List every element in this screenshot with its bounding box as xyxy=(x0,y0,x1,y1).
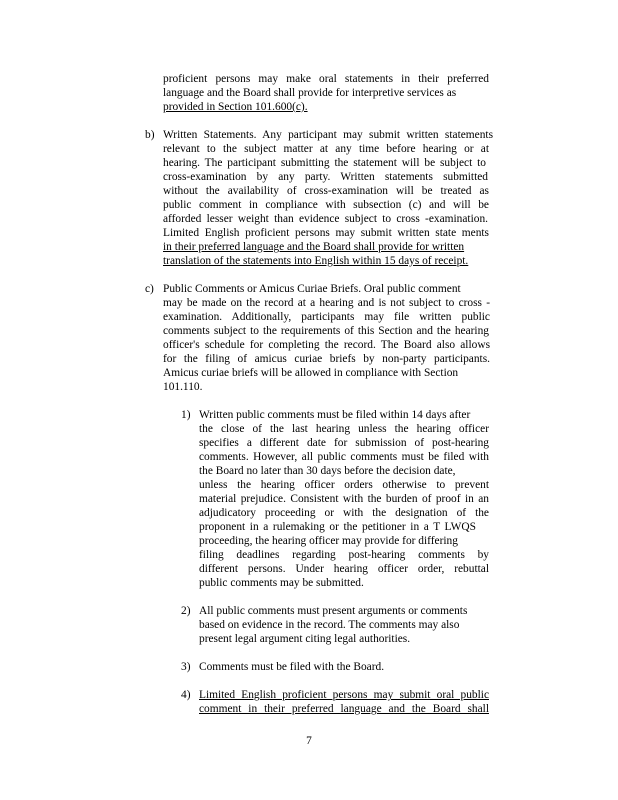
text-line: public comments may be submitted. xyxy=(199,577,364,589)
item-label: 1) xyxy=(181,409,191,421)
text-line: different persons. Under hearing officer order, rebuttal xyxy=(199,563,489,575)
page-number: 7 xyxy=(306,735,312,747)
text-line: hearing. The participant submitting the statement will be subject to xyxy=(163,157,486,169)
text-line: proponent in a rulemaking or the petitioner in a T LWQS xyxy=(199,521,476,533)
text-line: specifies a different date for submission of post-hearing xyxy=(199,437,489,449)
text-line: the close of the last hearing unless the hearing officer xyxy=(199,423,489,435)
text-line-underlined: provided in Section 101.600(c). xyxy=(163,101,308,113)
item-label: 3) xyxy=(181,661,191,673)
text-line: proficient persons may make oral statements in their preferred xyxy=(163,73,489,85)
text-line-underlined: in their preferred language and the Board shall provide for written xyxy=(163,241,465,253)
text-line: comments. However, all public comments must be filed with xyxy=(199,451,489,463)
text-line: proceeding, the hearing officer may provide for differing xyxy=(199,535,458,547)
text-line: without the availability of cross-examination will be treated as xyxy=(163,185,489,197)
text-line: Written public comments must be filed within 14 days after xyxy=(199,409,471,421)
text-line: for the filing of amicus curiae briefs by non-party participants. xyxy=(163,353,490,365)
text-line: comments subject to the requirements of this Section and the hearing xyxy=(163,325,489,337)
text-line: 101.110. xyxy=(163,381,203,393)
text-line: examination. Additionally, participants may file written public xyxy=(163,311,490,323)
section-label: b) xyxy=(145,129,155,141)
text-line: All public comments must present arguments or comments xyxy=(199,605,468,617)
text-line: officer's schedule for completing the record. The Board also allows xyxy=(163,339,490,351)
text-line: Comments must be filed with the Board. xyxy=(199,661,385,673)
item-label: 2) xyxy=(181,605,191,617)
text-line: the Board no later than 30 days before the decision date, xyxy=(199,465,456,477)
text-line-underlined: translation of the statements into English within 15 days of receipt. xyxy=(163,255,469,267)
text-line: afforded lesser weight than evidence subject to cross -examination. xyxy=(163,213,488,225)
text-line: Amicus curiae briefs will be allowed in compliance with Section xyxy=(163,367,459,379)
text-line: Written Statements. Any participant may submit written statements xyxy=(163,129,493,141)
text-line: public comment in compliance with subsection (c) and will be xyxy=(163,199,489,211)
text-line: Public Comments or Amicus Curiae Briefs. Oral public comment xyxy=(163,283,461,295)
item-label: 4) xyxy=(181,689,191,701)
text-line: unless the hearing officer orders otherwise to prevent xyxy=(199,479,489,491)
text-line: adjudicatory proceeding or with the designation of the xyxy=(199,507,489,519)
text-line: material prejudice. Consistent with the burden of proof in an xyxy=(199,493,489,505)
text-line: based on evidence in the record. The comments may also xyxy=(199,619,460,631)
text-line: present legal argument citing legal authorities. xyxy=(199,633,411,645)
text-line: cross-examination by any party. Written statements submitted xyxy=(163,171,488,183)
section-label: c) xyxy=(145,283,154,295)
text-line: may be made on the record at a hearing and is not subject to cross - xyxy=(163,297,490,309)
text-line: relevant to the subject matter at any time before hearing or at xyxy=(163,143,489,155)
text-line: filing deadlines regarding post-hearing comments by xyxy=(199,549,489,561)
text-line: Limited English proficient persons may submit written state ments xyxy=(163,227,489,239)
text-line-underlined: Limited English proficient persons may submit oral public xyxy=(199,689,489,701)
text-line: language and the Board shall provide for interpretive services as xyxy=(163,87,457,99)
text-line-underlined: comment in their preferred language and the Board shall xyxy=(199,703,489,715)
